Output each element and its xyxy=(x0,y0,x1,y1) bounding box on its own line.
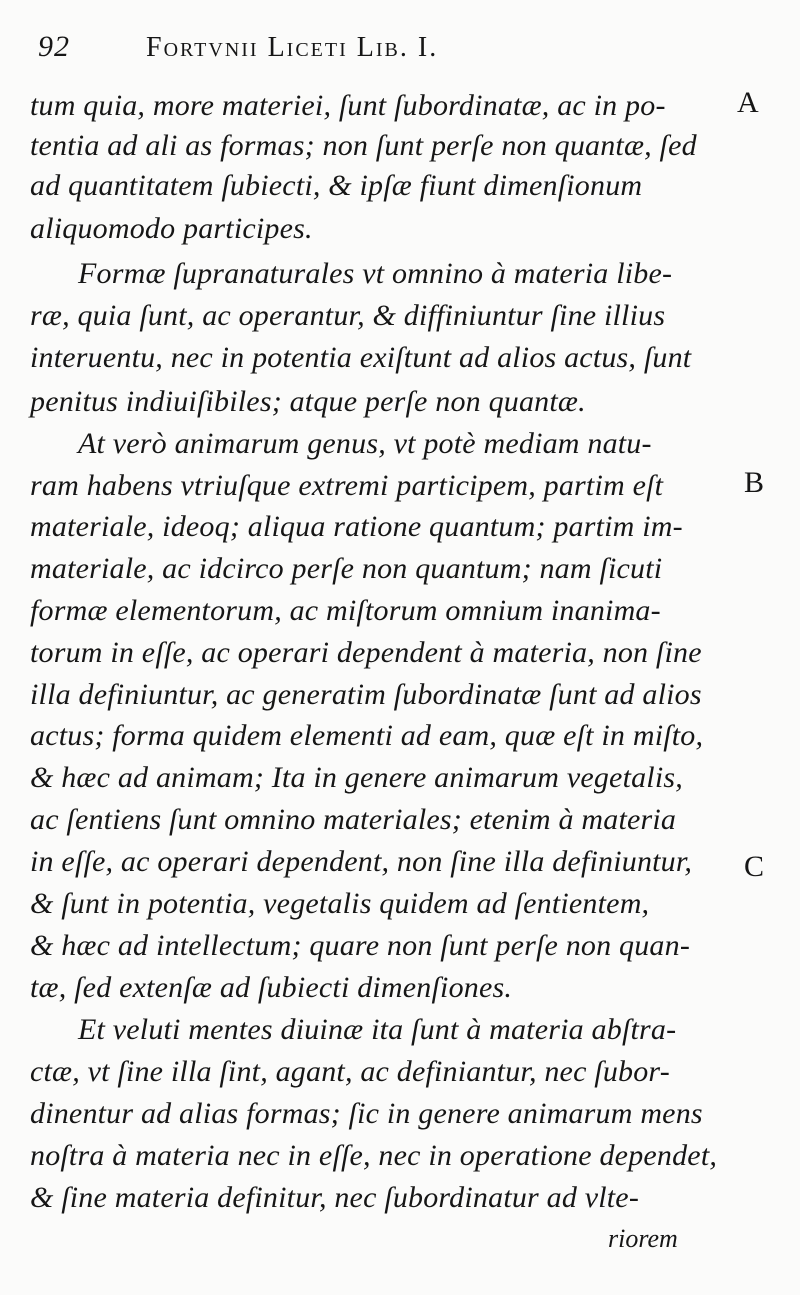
text-line: & hæc ad intellectum; quare non ſunt perſe non quan- xyxy=(30,929,691,962)
text-line: dinentur ad alias formas; ſic in genere animarum mens xyxy=(30,1097,703,1130)
text-line: ræ, quia ſunt, ac operantur, & diffiniuntur ſine illius xyxy=(30,299,666,332)
text-line: torum in eſſe, ac operari dependent à materia, non ſine xyxy=(30,636,702,669)
text-line: in eſſe, ac operari dependent, non ſine illa definiuntur, xyxy=(30,845,693,878)
text-line: actus; forma quidem elementi ad eam, quæ eſt in miſto, xyxy=(30,719,704,752)
margin-letter-a: A xyxy=(737,86,759,119)
text-line: tum quia, more materiei, ſunt ſubordinatæ, ac in po- xyxy=(30,89,666,122)
text-line: noſtra à materia nec in eſſe, nec in operatione dependet, xyxy=(30,1139,718,1172)
paragraph-start-line: Formæ ſupranaturales vt omnino à materia libe- xyxy=(78,257,673,290)
paragraph-start-line: Et veluti mentes diuinæ ita ſunt à materia abſtra- xyxy=(78,1013,677,1046)
text-line: & ſine materia definitur, nec ſubordinatur ad vlte- xyxy=(30,1181,640,1214)
text-line: formæ elementorum, ac miſtorum omnium inanima- xyxy=(30,594,661,627)
text-line: & ſunt in potentia, vegetalis quidem ad ſentientem, xyxy=(30,887,650,920)
text-line: ctæ, vt ſine illa ſint, agant, ac definiantur, nec ſubor- xyxy=(30,1055,670,1088)
page-header xyxy=(38,30,638,74)
text-line: interuentu, nec in potentia exiſtunt ad alios actus, ſunt xyxy=(30,341,692,374)
text-line: tæ, ſed extenſæ ad ſubiecti dimenſiones. xyxy=(30,971,513,1004)
text-line: & hæc ad animam; Ita in genere animarum vegetalis, xyxy=(30,761,683,794)
text-line: illa definiuntur, ac generatim ſubordinatæ ſunt ad alios xyxy=(30,678,702,711)
text-line: tentia ad ali as formas; non ſunt perſe non quantæ, ſed xyxy=(30,129,697,162)
text-line: penitus indiuiſibiles; atque perſe non quantæ. xyxy=(30,385,586,418)
text-line: ad quantitatem ſubiecti, & ipſæ fiunt dimenſionum xyxy=(30,169,643,202)
running-title: Fortvnii Liceti Lib. I. xyxy=(146,32,439,63)
text-line: ac ſentiens ſunt omnino materiales; etenim à materia xyxy=(30,803,677,836)
catchword: riorem xyxy=(608,1224,678,1253)
text-line: aliquomodo participes. xyxy=(30,212,313,245)
text-line: ram habens vtriuſque extremi participem, partim eſt xyxy=(30,469,664,502)
paragraph-start-line: At verò animarum genus, vt potè mediam natu- xyxy=(78,427,652,460)
text-line: materiale, ideoq; aliqua ratione quantum; partim im- xyxy=(30,510,683,543)
margin-letter-b: B xyxy=(744,466,765,499)
page-number: 92 xyxy=(38,30,70,63)
text-line: materiale, ac idcirco perſe non quantum; nam ſicuti xyxy=(30,552,663,585)
margin-letter-c: C xyxy=(744,850,765,883)
